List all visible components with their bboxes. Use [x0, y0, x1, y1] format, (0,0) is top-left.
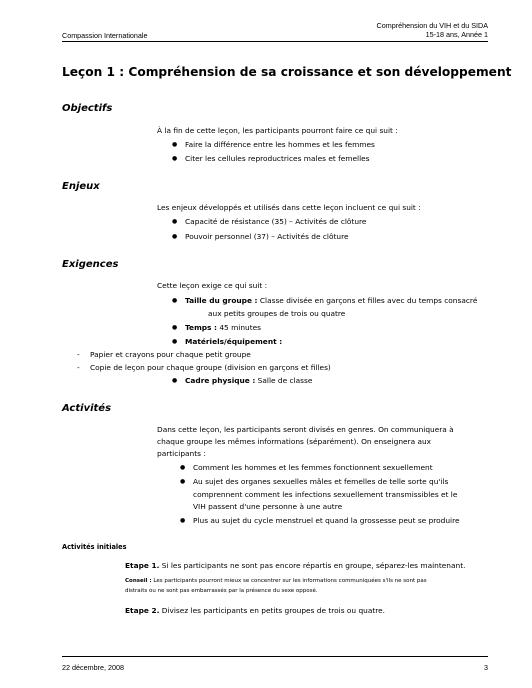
activites-intro: Dans cette leçon, les participants seront divisés en genres. On communiquera à chaque groupe les mêmes informations (séparément). On enseignera aux participants : [157, 425, 454, 458]
enjeux-item: ● Capacité de résistance (35) – Activités de clôture [172, 217, 367, 226]
header-rule [62, 41, 488, 42]
section-heading-enjeux: Enjeux [62, 181, 100, 192]
bullet-icon: ● [172, 233, 178, 240]
enjeux-item: ● Pouvoir personnel (37) – Activités de clôture [172, 232, 349, 241]
section-heading-objectifs: Objectifs [62, 103, 113, 114]
exigences-cadre: ● Cadre physique : Salle de classe [172, 376, 313, 385]
lesson-title: Leçon 1 : Compréhension de sa croissance et son développement [62, 65, 512, 79]
conseil-note-cont: distraits ou ne sont pas embarrassés par la présence du sexe opposé. [125, 588, 318, 594]
objectifs-item: ● Citer les cellules reproductrices males et femelles [172, 154, 370, 163]
etape-2: Etape 2. Divisez les participants en petits groupes de trois ou quatre. [125, 606, 386, 615]
bullet-icon: ● [172, 338, 178, 345]
exigences-taille-cont: aux petits groupes de trois ou quatre [208, 309, 346, 318]
footer-date: 22 décembre, 2008 [62, 663, 124, 672]
header-course-info [377, 21, 488, 39]
bullet-icon: ● [172, 377, 178, 384]
page-number: 3 [484, 663, 488, 672]
bullet-icon: ● [172, 141, 178, 148]
exigences-temps: ● Temps : 45 minutes [172, 323, 262, 332]
objectifs-intro: À la fin de cette leçon, les participants pourront faire ce qui suit : [157, 126, 398, 135]
activites-item-cont: VIH passent d'une personne à une autre [193, 502, 343, 511]
exigences-taille: ● Taille du groupe : Classe divisée en garçons et filles avec du temps consacré [172, 296, 478, 305]
section-heading-activites: Activités [62, 403, 112, 414]
conseil-note: Conseil : Les participants pourront mieux se concentrer sur les informations communiquées s'ils ne sont pas [125, 578, 427, 584]
header-level: 15-18 ans, Année 1 [425, 30, 488, 39]
activites-item: ● Comment les hommes et les femmes fonctionnent sexuellement [180, 463, 433, 472]
etape-1: Etape 1. Si les participants ne sont pas encore répartis en groupe, séparez-les maintenant. [125, 561, 466, 570]
bullet-icon: ● [180, 478, 186, 485]
bullet-icon: ● [172, 324, 178, 331]
bullet-icon: ● [172, 155, 178, 162]
objectifs-item: ● Faire la différence entre les hommes et les femmes [172, 140, 375, 149]
footer-rule [62, 656, 488, 657]
bullet-icon: ● [172, 297, 178, 304]
section-heading-exigences: Exigences [62, 259, 119, 270]
activites-item-cont: comprennent comment les infections sexuellement transmissibles et le [193, 490, 458, 499]
bullet-icon: ● [180, 464, 186, 471]
exigences-intro: Cette leçon exige ce qui suit : [157, 281, 268, 290]
bullet-icon: ● [180, 517, 186, 524]
document-page: Compassion Internationale Compréhension du VIH et du SIDA 15-18 ans, Année 1 Leçon 1 : Compréhension de sa croissance et son développement Objectifs À la fin de cette leçon, les participants pourront faire ce qui suit : ● Faire la différence entre les hommes et les femmes ● Citer les cellules reproductrices males et femelles Enjeux Les enjeux développés et utilisés dans cette leçon incluent ce qui suit : ● Capacité de résistance (35) – Activités de clôture ● Pouvoir personnel (37) – Activités de clôture Exigences Cette leçon exige ce qui suit : ● Taille du groupe : Classe divisée en garçons et filles avec du temps consacré aux petits groupes de trois ou quatre ● Temps : 45 minutes ● Matériels/équipement : - Papier et crayons pour chaque petit groupe - Copie de leçon pour chaque groupe (division en garçons et filles) ● Cadre physique : Salle de classe Activités Dans cette leçon, les participants seront divisés en genres. On communiquera à chaque groupe les mêmes informations (séparément). On enseignera aux participants : ● Comment les hommes et les femmes fonctionnent sexuellement ● Au sujet des organes sexuelles mâles et femelles de telle sorte qu'ils comprennent comment les infections sexuellement transmissibles et le VIH passent d'une personne à une autre ● Plus au sujet du cycle menstruel et quand la grossesse peut se produire Activités initiales Etape 1. Si les participants ne sont pas encore répartis en groupe, séparez-les maintenant. Conseil : Les participants pourront mieux se concentrer sur les informations communiquées s'ils ne sont pas distraits ou ne sont pas embarrassés par la présence du sexe opposé. Etape 2. Divisez les participants en petits groupes de trois ou quatre. 22 décembre, 2008 3 [62, 21, 512, 672]
enjeux-intro: Les enjeux développés et utilisés dans cette leçon incluent ce qui suit : [157, 203, 421, 212]
bullet-icon: ● [172, 218, 178, 225]
exigences-materiels: ● Matériels/équipement : [172, 337, 283, 346]
header-course: Compréhension du VIH et du SIDA [376, 21, 488, 30]
header-org: Compassion Internationale [62, 31, 148, 40]
activites-item: ● Au sujet des organes sexuelles mâles et femelles de telle sorte qu'ils [180, 477, 449, 486]
subsection-heading-initiales: Activités initiales [62, 543, 127, 551]
activites-item: ● Plus au sujet du cycle menstruel et quand la grossesse peut se produire [180, 516, 460, 525]
